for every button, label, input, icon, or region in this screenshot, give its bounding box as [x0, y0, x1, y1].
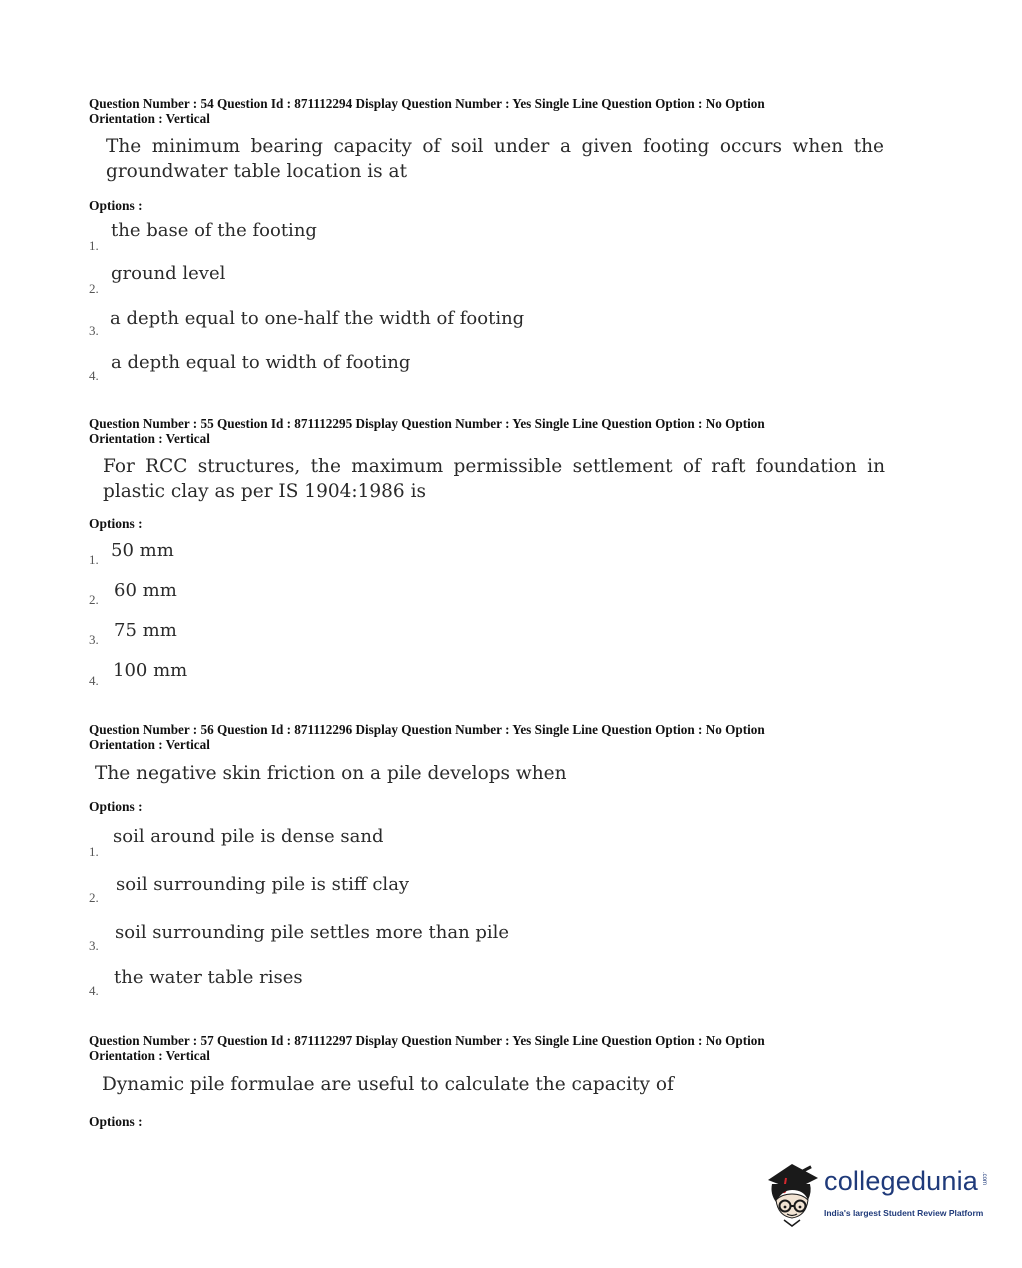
question-54-text: The minimum bearing capacity of soil under a given footing occurs when the groundwater table location is at [106, 136, 884, 182]
option-2[interactable] [89, 580, 789, 610]
option-number: 3. [89, 632, 99, 647]
option-3[interactable] [89, 620, 789, 650]
option-4[interactable] [89, 660, 789, 690]
option-number: 1. [89, 552, 99, 567]
mascot-icon [762, 1160, 822, 1232]
question-56-meta [89, 723, 879, 752]
option-text: 75 mm [114, 620, 177, 641]
question-meta-line: Question Number : 56 Question Id : 871112296 Display Question Number : Yes Single Line Question Option : No Option [89, 722, 765, 737]
question-meta-line: Question Number : 57 Question Id : 871112297 Display Question Number : Yes Single Line Question Option : No Option [89, 1033, 765, 1048]
option-2[interactable] [89, 874, 789, 904]
option-number: 3. [89, 938, 99, 953]
option-3[interactable] [89, 308, 789, 338]
option-number: 2. [89, 592, 99, 607]
question-meta-line: Question Number : 55 Question Id : 871112295 Display Question Number : Yes Single Line Question Option : No Option [89, 416, 765, 431]
question-57-meta [89, 1034, 879, 1063]
question-57-text: Dynamic pile formulae are useful to calculate the capacity of [102, 1074, 674, 1095]
option-text: the base of the footing [111, 220, 317, 241]
option-text: a depth equal to one-half the width of footing [110, 308, 525, 329]
option-number: 4. [89, 983, 99, 998]
option-number: 2. [89, 281, 99, 296]
option-text: ground level [111, 263, 226, 284]
option-number: 4. [89, 368, 99, 383]
question-meta-line: Orientation : Vertical [89, 1047, 210, 1063]
question-54-meta [89, 97, 879, 126]
option-text: a depth equal to width of footing [111, 352, 411, 373]
option-text: soil surrounding pile is stiff clay [116, 874, 410, 895]
option-number: 4. [89, 673, 99, 688]
option-text: 100 mm [113, 660, 188, 681]
option-1[interactable] [89, 220, 789, 253]
option-number: 3. [89, 323, 99, 338]
option-text: the water table rises [114, 967, 303, 988]
options-label: Options : [89, 1114, 143, 1129]
option-2[interactable] [89, 263, 789, 296]
option-text: 60 mm [114, 580, 177, 601]
logo-wordmark: collegedunia [824, 1166, 979, 1196]
option-4[interactable] [89, 352, 789, 382]
option-1[interactable] [89, 540, 789, 570]
question-meta-line: Orientation : Vertical [89, 736, 210, 752]
question-meta-line: Orientation : Vertical [89, 110, 210, 126]
question-meta-line: Orientation : Vertical [89, 430, 210, 446]
option-4[interactable] [89, 967, 789, 997]
question-meta-line: Question Number : 54 Question Id : 871112294 Display Question Number : Yes Single Line Question Option : No Option [89, 96, 765, 111]
question-55-meta [89, 417, 879, 446]
option-number: 1. [89, 844, 99, 859]
option-text: 50 mm [111, 540, 174, 561]
options-label: Options : [89, 516, 143, 531]
option-1[interactable] [89, 826, 789, 859]
question-55-text: For RCC structures, the maximum permissible settlement of raft foundation in plastic clay as per IS 1904:1986 is [103, 456, 885, 502]
option-number: 2. [89, 890, 99, 905]
question-56-text: The negative skin friction on a pile develops when [95, 763, 567, 784]
logo-tagline: India's largest Student Review Platform [824, 1208, 984, 1218]
logo-domain-suffix: .com [981, 1172, 987, 1186]
option-text: soil surrounding pile settles more than pile [115, 922, 510, 943]
options-label: Options : [89, 198, 143, 213]
option-number: 1. [89, 238, 99, 253]
collegedunia-logo[interactable] [762, 1160, 990, 1232]
option-text: soil around pile is dense sand [113, 826, 384, 847]
options-label: Options : [89, 799, 143, 814]
option-3[interactable] [89, 922, 789, 952]
